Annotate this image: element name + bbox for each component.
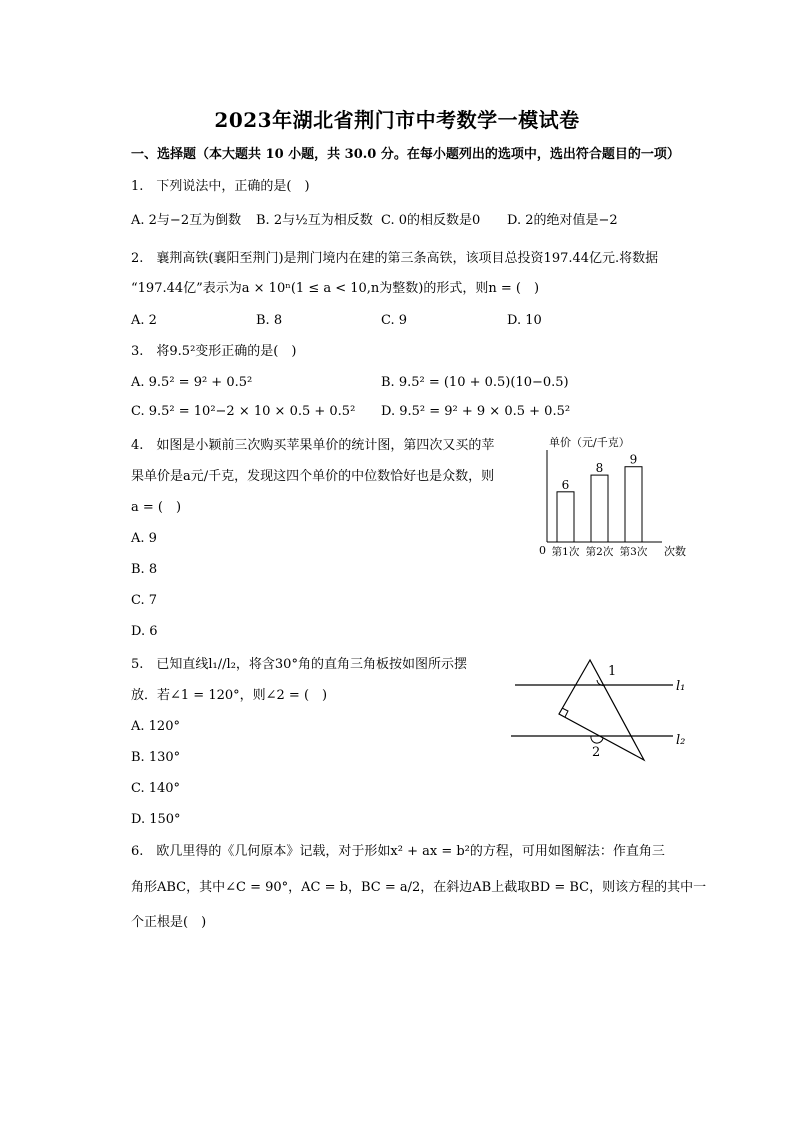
chart-origin-label: 0: [539, 544, 546, 557]
question-2-stem-line1: 2. 襄荆高铁(襄阳至荆门)是荆门境内在建的第三条高铁，该项目总投资197.44亿元.将数据: [131, 251, 659, 266]
page-title: 2023年湖北省荆门市中考数学一模试卷: [214, 108, 580, 132]
question-5-stem-line1: 5. 已知直线l₁//l₂，将含30°角的直角三角板按如图所示摆: [131, 657, 467, 672]
q5-option-d: D. 150°: [131, 812, 181, 827]
angle-2-label: 2: [592, 745, 601, 760]
question-6-stem-line2: 角形ABC，其中∠C = 90°，AC = b，BC = a/2，在斜边AB上截取BD = BC，则该方程的其中一: [131, 880, 707, 895]
chart-data-label: 9: [629, 452, 638, 467]
chart-y-axis-label: 单价（元/千克）: [549, 436, 630, 449]
chart-category-label: 第1次: [551, 546, 580, 558]
question-6-stem-line3: 个正根是( ): [131, 915, 207, 930]
q3-option-d: D. 9.5² = 9² + 9 × 0.5 + 0.5²: [381, 404, 571, 419]
q4-option-c: C. 7: [131, 593, 158, 608]
question-4-stem-line3: a = ( ): [131, 500, 182, 515]
question-5-stem-line2: 放．若∠1 = 120°，则∠2 = ( ): [131, 688, 328, 703]
chart-data-label: 6: [561, 477, 570, 492]
q1-option-d: D. 2的绝对值是−2: [507, 213, 618, 228]
q4-option-d: D. 6: [131, 624, 158, 639]
chart-bar: [625, 467, 642, 542]
q4-option-b: B. 8: [131, 562, 158, 577]
chart-data-label: 8: [595, 461, 604, 476]
q2-option-a: A. 2: [131, 313, 157, 328]
q3-option-b: B. 9.5² = (10 + 0.5)(10−0.5): [381, 375, 569, 390]
q3-option-c: C. 9.5² = 10²−2 × 10 × 0.5 + 0.5²: [131, 404, 356, 419]
question-4-stem-line2: 果单价是a元/千克，发现这四个单价的中位数恰好也是众数，则: [131, 469, 495, 484]
parallel-lines-triangle-figure: [505, 650, 705, 770]
chart-category-label: 第3次: [619, 546, 648, 558]
q5-option-b: B. 130°: [131, 750, 181, 765]
q1-option-b: B. 2与½互为相反数: [256, 213, 373, 228]
question-1-stem: 1. 下列说法中，正确的是( ): [131, 179, 310, 194]
q5-option-c: C. 140°: [131, 781, 181, 796]
q5-option-a: A. 120°: [131, 719, 180, 734]
q2-option-b: B. 8: [256, 313, 283, 328]
q2-option-d: D. 10: [507, 313, 542, 328]
angle-1-label: 1: [608, 664, 617, 679]
section-heading: 一、选择题（本大题共 10 小题，共 30.0 分。在每小题列出的选项中，选出符合题目的一项）: [131, 147, 680, 162]
line-l2-label: l₂: [676, 733, 686, 748]
price-bar-chart: [530, 430, 700, 565]
chart-x-axis-label: 次数: [664, 545, 686, 558]
chart-bar: [557, 492, 574, 542]
q4-option-a: A. 9: [131, 531, 157, 546]
question-2-stem-line2: “197.44亿”表示为a × 10ⁿ(1 ≤ a < 10,n为整数)的形式，则n = ( ): [131, 281, 540, 296]
line-l1-label: l₁: [676, 679, 686, 694]
question-3-stem: 3. 将9.5²变形正确的是( ): [131, 344, 297, 359]
q1-option-a: A. 2与−2互为倒数: [131, 213, 242, 228]
q1-option-c: C. 0的相反数是0: [381, 213, 481, 228]
q2-option-c: C. 9: [381, 313, 408, 328]
chart-bar: [591, 475, 608, 542]
question-6-stem-line1: 6. 欧几里得的《几何原本》记载，对于形如x² + ax = b²的方程，可用如图解法：作直角三: [131, 844, 665, 859]
chart-category-label: 第2次: [585, 546, 614, 558]
q3-option-a: A. 9.5² = 9² + 0.5²: [131, 375, 253, 390]
right-triangle: [559, 660, 644, 760]
question-4-stem-line1: 4. 如图是小颖前三次购买苹果单价的统计图，第四次又买的苹: [131, 438, 495, 453]
